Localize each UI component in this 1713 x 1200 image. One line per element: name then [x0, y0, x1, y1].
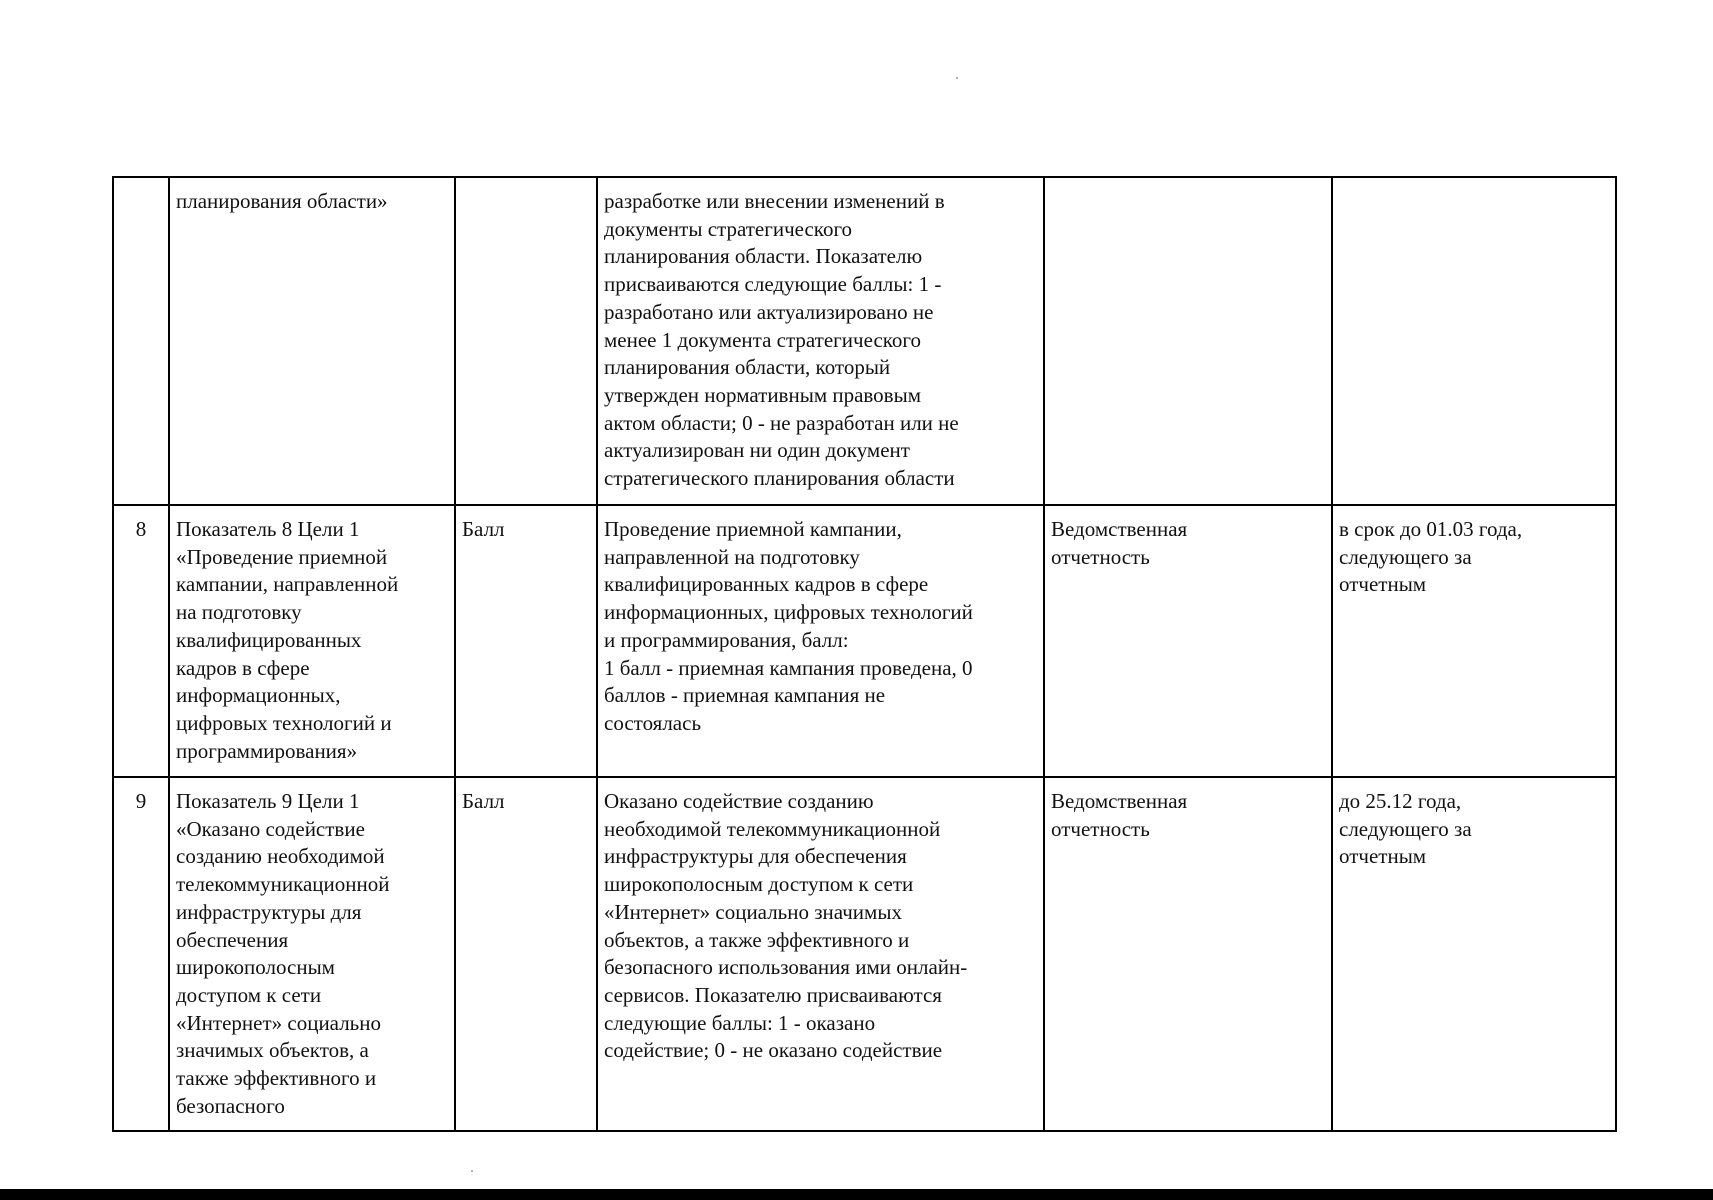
- calculation-method-cell: [597, 505, 1044, 777]
- cell-text-line: следующие баллы: 1 - оказано: [604, 1010, 876, 1035]
- cell-text-line: широкополосным: [176, 955, 335, 980]
- deadline-cell: [1332, 505, 1616, 777]
- cell-text-line: и программирования, балл:: [604, 627, 849, 652]
- cell-text-line: «Интернет» социально: [176, 1010, 381, 1035]
- unit-cell: [455, 777, 597, 1131]
- row-number-cell: [113, 177, 169, 505]
- cell-text-line: Проведение приемной кампании,: [604, 517, 902, 541]
- cell-text-line: безопасного использования ими онлайн-: [604, 955, 968, 980]
- cell-text-line: на подготовку: [176, 600, 302, 625]
- cell-text-line: планирования области. Показателю: [604, 244, 923, 269]
- cell-text-line: «Оказано содействие: [176, 816, 365, 841]
- cell-text: Балл: [462, 789, 505, 813]
- cell-text-line: Показатель 9 Цели 1: [176, 789, 360, 813]
- scan-bottom-edge: [0, 1189, 1713, 1200]
- cell-text-line: телекоммуникационной: [176, 872, 390, 897]
- cell-text-line: Показатель 8 Цели 1: [176, 517, 360, 541]
- cell-text-line: «Проведение приемной: [176, 544, 388, 569]
- cell-text-line: широкополосным доступом к сети: [604, 872, 914, 897]
- data-source-cell: [1044, 177, 1332, 505]
- cell-text-line: Ведомственная: [1051, 517, 1188, 541]
- scan-speck: [471, 1170, 473, 1172]
- cell-text-line: информационных, цифровых технологий: [604, 600, 973, 625]
- table-row: [113, 177, 1616, 505]
- cell-text-line: информационных,: [176, 683, 341, 708]
- cell-text: 8: [135, 517, 147, 541]
- deadline-cell: [1332, 777, 1616, 1131]
- cell-text-line: кадров в сфере: [176, 655, 310, 680]
- cell-text-line: цифровых технологий и: [176, 710, 392, 735]
- cell-text-line: отчетным: [1339, 572, 1427, 597]
- cell-text-line: планирования области, который: [604, 355, 891, 380]
- cell-text-line: инфраструктуры для обеспечения: [604, 844, 907, 869]
- row-number-cell: [113, 777, 169, 1131]
- cell-text-line: документы стратегического: [604, 216, 853, 241]
- cell-text-line: 1 балл - приемная кампания проведена, 0: [604, 655, 973, 680]
- cell-text-line: отчетность: [1051, 544, 1150, 569]
- indicator-name-cell: [169, 177, 455, 505]
- cell-text-line: сервисов. Показателю присваиваются: [604, 982, 942, 1007]
- scan-speck: [956, 77, 958, 79]
- cell-text-line: созданию необходимой: [176, 844, 385, 869]
- cell-text-line: баллов - приемная кампания не: [604, 683, 886, 708]
- cell-text-line: кампании, направленной: [176, 572, 399, 597]
- cell-text-line: объектов, а также эффективного и: [604, 927, 910, 952]
- cell-text-line: планирования области»: [176, 189, 388, 213]
- cell-text-line: Ведомственная: [1051, 789, 1188, 813]
- cell-text-line: инфраструктуры для: [176, 899, 362, 924]
- table-row: [113, 777, 1616, 1131]
- cell-text-line: безопасного: [176, 1093, 285, 1118]
- indicator-name-cell: [169, 505, 455, 777]
- row-number-cell: [113, 505, 169, 777]
- cell-text-line: присваиваются следующие баллы: 1 -: [604, 272, 942, 297]
- indicator-table: [112, 176, 1617, 1132]
- cell-text-line: стратегического планирования области: [604, 466, 955, 491]
- unit-cell: [455, 177, 597, 505]
- cell-text-line: Оказано содействие созданию: [604, 789, 874, 813]
- cell-text-line: квалифицированных: [176, 627, 362, 652]
- cell-text-line: следующего за: [1339, 544, 1472, 569]
- cell-text-line: значимых объектов, а: [176, 1038, 369, 1063]
- cell-text-line: содействие; 0 - не оказано содействие: [604, 1038, 943, 1063]
- cell-text-line: утвержден нормативным правовым: [604, 382, 921, 407]
- calculation-method-cell: [597, 777, 1044, 1131]
- cell-text-line: направленной на подготовку: [604, 544, 860, 569]
- table-row: [113, 505, 1616, 777]
- cell-text-line: состоялась: [604, 710, 702, 735]
- cell-text-line: менее 1 документа стратегического: [604, 327, 921, 352]
- cell-text-line: до 25.12 года,: [1339, 789, 1462, 813]
- cell-text-line: также эффективного и: [176, 1066, 377, 1091]
- cell-text-line: следующего за: [1339, 816, 1472, 841]
- cell-text-line: разработке или внесении изменений в: [604, 189, 945, 213]
- cell-text-line: необходимой телекоммуникационной: [604, 816, 941, 841]
- cell-text-line: актуализирован ни один документ: [604, 438, 910, 463]
- cell-text-line: актом области; 0 - не разработан или не: [604, 410, 959, 435]
- cell-text-line: отчетным: [1339, 844, 1427, 869]
- cell-text: Балл: [462, 517, 505, 541]
- calculation-method-cell: [597, 177, 1044, 505]
- unit-cell: [455, 505, 597, 777]
- cell-text-line: «Интернет» социально значимых: [604, 899, 902, 924]
- cell-text-line: обеспечения: [176, 927, 289, 952]
- data-source-cell: [1044, 505, 1332, 777]
- cell-text-line: доступом к сети: [176, 982, 322, 1007]
- cell-text-line: в срок до 01.03 года,: [1339, 517, 1523, 541]
- cell-text-line: разработано или актуализировано не: [604, 299, 934, 324]
- table-body: [113, 177, 1616, 1131]
- cell-text-line: программирования»: [176, 738, 358, 763]
- indicator-name-cell: [169, 777, 455, 1131]
- deadline-cell: [1332, 177, 1616, 505]
- cell-text-line: отчетность: [1051, 816, 1150, 841]
- data-source-cell: [1044, 777, 1332, 1131]
- cell-text-line: квалифицированных кадров в сфере: [604, 572, 929, 597]
- cell-text: 9: [135, 789, 147, 813]
